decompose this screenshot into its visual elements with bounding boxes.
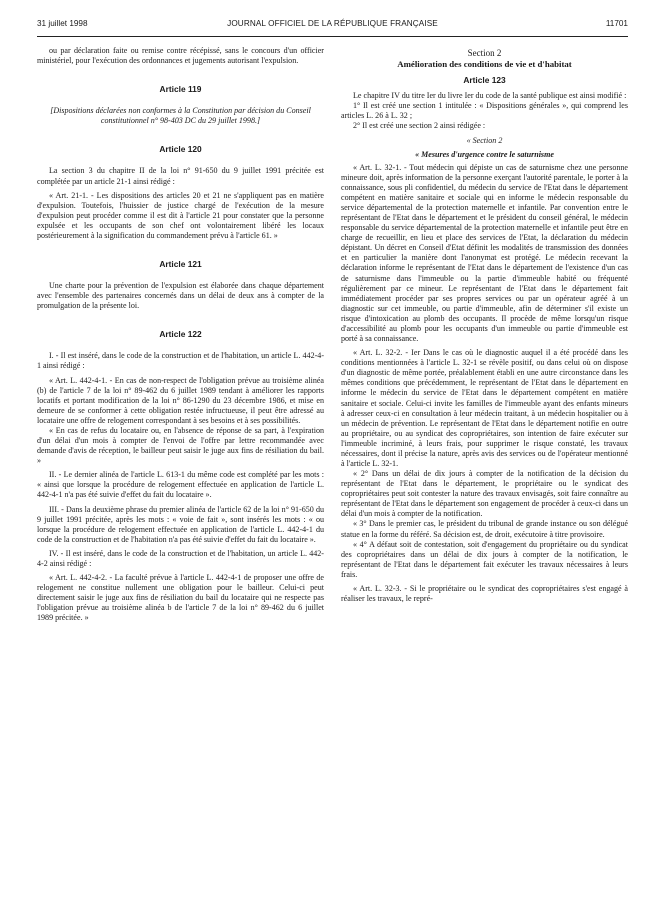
article-122-paragraph-6: IV. - Il est inséré, dans le code de la construction et de l'habitation, un article L. 442-4-2 ainsi rédigé : (37, 548, 324, 568)
article-123-paragraph-3: 2° Il est créé une section 2 ainsi rédigée : (353, 121, 486, 131)
article-121-heading: Article 121 (159, 259, 202, 270)
subsection-2-heading: « Section 2 (466, 135, 503, 145)
article-122-heading: Article 122 (159, 329, 202, 340)
article-120-paragraph-2: « Art. 21-1. - Les dispositions des articles 20 et 21 ne s'appliquent pas en matière d'expulsion. Toutefois, l'huissier de justice chargé de l'exécution de la mesure d'expulsion peut procéder comme il est dit à l'article 21 pour constater que la personne expulsée et les occupants de son chef ont volontairement libéré les locaux postérieurement à la signification du commandement prévu à l'article 61. » (37, 190, 324, 240)
article-120-paragraph-1: La section 3 du chapitre II de la loi n° 91-650 du 9 juillet 1991 précitée est complétée par un article 21-1 ainsi rédigé : (37, 166, 324, 186)
page-header (37, 19, 628, 33)
section-2-title: Amélioration des conditions de vie et d'habitat (397, 59, 572, 70)
article-122-paragraph-4: II. - Le dernier alinéa de l'article L. 613-1 du même code est complété par les mots : « ainsi que lorsque la procédure de relogement effectuée en application de l'article L. 442-4-1 n'a pas été suivie d'effet du fait du locataire ». (37, 470, 324, 500)
article-l32-1-paragraph: « Art. L. 32-1. - Tout médecin qui dépiste un cas de saturnisme chez une personne mineure doit, après information de la personne exerçant l'autorité parentale, le porter à la connaissance, sous pli confidentiel, du médecin du service de l'Etat dans le département compétent en matière sanitaire et sociale qui en informe le médecin responsable du service départemental de la protection maternelle et infantile. Par convention entre le représentant de l'Etat dans le département et le président du conseil général, le médecin responsable du service départemental de la protection maternelle et infantile peut être en charge de recueillir, en lieu et place des services de l'Etat, la déclaration du médecin dépistant. Un décret en Conseil d'Etat définit les modalités de transmission des données et en particulier la manière dont l'anonymat est protégé. Le médecin recevant la déclaration informe le représentant de l'Etat dans le département de l'existence d'un cas de saturnisme dans l'immeuble ou la partie d'immeuble habité ou fréquenté régulièrement par ce mineur. Le représentant de l'Etat dans le département fait immédiatement procéder par ses propres services ou par un opérateur agréé à un diagnostic sur cet immeuble, ou partie d'immeuble, afin de déterminer s'il existe un risque d'intoxication au plomb des occupants. Il procède de même lorsqu'un risque d'accessibilité au plomb pour les occupants d'un immeuble ou partie d'immeuble est porté à sa connaissance. (341, 162, 628, 344)
article-122-paragraph-1: I. - Il est inséré, dans le code de la construction et de l'habitation, un article L. 442-4-1 ainsi rédigé : (37, 351, 324, 371)
section-2-heading: Section 2 (467, 48, 502, 58)
article-l32-2-item-2: « 2° Dans un délai de dix jours à compter de la notification de la décision du représentant de l'Etat dans le département, le propriétaire ou le syndicat des copropriétaires peut soit contester la nature des travaux envisagés, soit faire connaître au représentant de l'Etat dans le département son engagement de procéder à ceux-ci dans un délai d'un mois à compter de la notification. (341, 469, 628, 519)
article-122-paragraph-5: III. - Dans la deuxième phrase du premier alinéa de l'article 62 de la loi n° 91-650 du 9 juillet 1991 précitée, après les mots : « voie de fait », sont insérés les mots : « ou lorsque la procédure de relogement effectuée en application de l'article L. 442-4-1 du code de la construction et de l'habitation n'a pas été suivie d'effet du fait du locataire ». (37, 504, 324, 544)
article-l32-2-paragraph: « Art. L. 32-2. - Ier Dans le cas où le diagnostic auquel il a été procédé dans les conditions mentionnées à l'article L. 32-1 se révèle positif, ou dans celui où on dispose d'un diagnostic de même portée, préalablement établi en une autre circonstance dans les mêmes conditions que précédemment, le représentant de l'Etat dans le département en informe le médecin du service de l'Etat dans le département compétent en matière sanitaire et sociale. Celui-ci invite les familles de l'immeuble ayant des enfants mineurs à adresser ceux-ci en consultation à leur médecin traitant, à un médecin hospitalier ou à un médecin de prévention. Le représentant de l'Etat dans le département notifie en outre au propriétaire, ou au syndicat des copropriétaires, son intention de faire exécuter sur l'immeuble incriminé, à leurs frais, pour supprimer le risque constaté, les travaux nécessaires, dont il précise la nature, après avis des services ou de l'opérateur mentionné à l'article L. 32-1. (341, 348, 628, 468)
article-119-heading: Article 119 (159, 84, 202, 95)
article-123-heading: Article 123 (463, 75, 506, 86)
right-column (341, 46, 628, 604)
header-page-number: 11701 (605, 19, 628, 28)
article-l32-2-item-4: « 4° A défaut soit de contestation, soit d'engagement du propriétaire ou du syndicat des copropriétaires dans un délai de dix jours à compter de la notification, le représentant de l'Etat dans le département fait exécuter les travaux nécessaires à leurs frais. (341, 539, 628, 579)
article-121-paragraph-1: Une charte pour la prévention de l'expulsion est élaborée dans chaque département avec l'ensemble des partenaires concernés dans un délai de deux ans à compter de la promulgation de la présente loi. (37, 281, 324, 311)
article-123-paragraph-1: Le chapitre IV du titre Ier du livre Ier du code de la santé publique est ainsi modifié : (353, 91, 627, 101)
article-l32-2-item-3: « 3° Dans le premier cas, le président du tribunal de grande instance ou son délégué statue en la forme du référé. Sa décision est, de droit, exécutoire à titre provisoire. (341, 519, 628, 539)
article-l32-3-paragraph: « Art. L. 32-3. - Si le propriétaire ou le syndicat des copropriétaires s'est engagé à réaliser les travaux, le repré- (341, 583, 628, 603)
left-column (37, 46, 324, 623)
header-rule (37, 36, 628, 37)
article-122-paragraph-3: « En cas de refus du locataire ou, en l'absence de réponse de sa part, à l'expiration d'un délai d'un mois à compter de l'envoi de l'offre par lettre recommandée avec demande d'avis de réception, le bailleur peut saisir le juge aux fins de résiliation du bail. » (37, 425, 324, 466)
article-120-heading: Article 120 (159, 144, 202, 155)
article-122-paragraph-2: « Art. L. 442-4-1. - En cas de non-respect de l'obligation prévue au troisième alinéa (b) de l'article 7 de la loi n° 89-462 du 6 juillet 1989 tendant à améliorer les rapports locatifs et portant modification de la loi n° 86-1290 du 23 décembre 1986, et mise en demeure de se conformer à cette obligation restée infructueuse, il peut être adressé au locataire une offre de relogement correspondant à ses besoins et à ses possibilités. (37, 375, 324, 425)
article-122-paragraph-7: « Art. L. 442-4-2. - La faculté prévue à l'article L. 442-4-1 de proposer une offre de relogement ne constitue nullement une obligation pour le bailleur. Celui-ci peut directement saisir le juge aux fins de résiliation du bail du locataire qui ne respecte pas l'obligation prévue au troisième alinéa b de l'article 7 de la loi n° 89-462 du 6 juillet 1989 précitée. » (37, 572, 324, 623)
article-119-body: [Dispositions déclarées non conformes à la Constitution par décision du Conseil constitutionnel n° 98-403 DC du 29 juillet 1998.] (50, 106, 311, 126)
article-123-paragraph-2: 1° Il est créé une section 1 intitulée : « Dispositions générales », qui comprend les articles L. 26 à L. 32 ; (341, 101, 628, 121)
header-journal-title: JOURNAL OFFICIEL DE LA RÉPUBLIQUE FRANÇAISE (227, 19, 438, 28)
intro-paragraph: ou par déclaration faite ou remise contre récépissé, sans le concours d'un officier ministériel, pour l'exécution des ordonnances et jugements autorisant l'expulsion. (37, 46, 324, 66)
header-date: 31 juillet 1998 (37, 19, 88, 28)
subsection-2-title: « Mesures d'urgence contre le saturnisme (415, 149, 554, 159)
